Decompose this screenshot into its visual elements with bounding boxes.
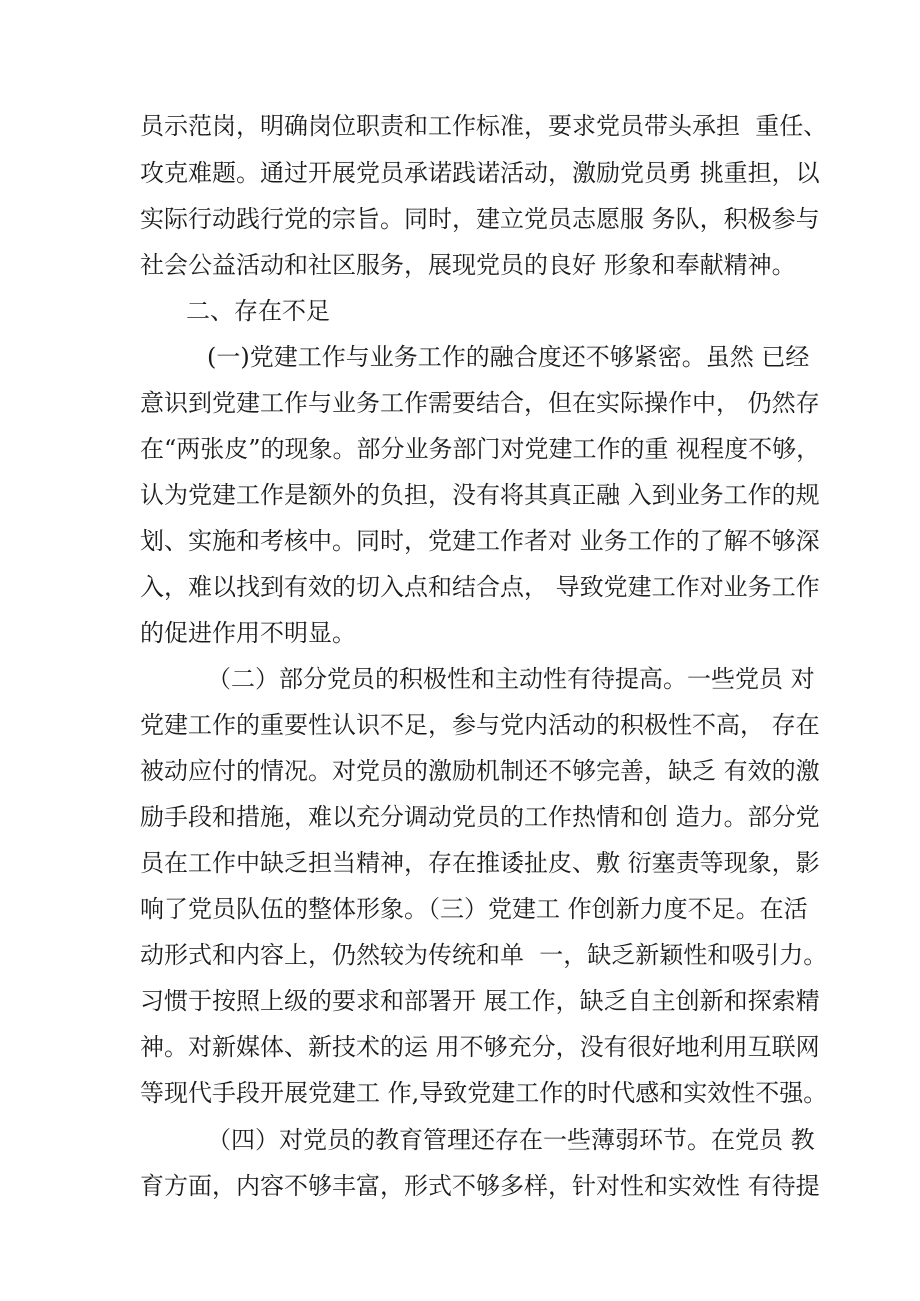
body-line: 员示范岗，明确岗位职责和工作标准，要求党员带头承担 重任、: [140, 112, 828, 140]
body-line: 神。对新媒体、新技术的运 用不够充分，没有很好地利用互联网: [140, 1033, 820, 1061]
paragraph-first-line: (一)党建工作与业务工作的融合度还不够紧密。虽然 已经: [207, 343, 810, 371]
body-line: 员在工作中缺乏担当精神，存在推诿扯皮、敷 衍塞责等现象，影: [140, 849, 820, 877]
section-heading: 二、存在不足: [186, 297, 330, 325]
body-line: 意识到党建工作与业务工作需要结合，但在实际操作中， 仍然存: [140, 389, 820, 417]
body-line: 划、实施和考核中。同时，党建工作者对 业务工作的了解不够深: [140, 527, 820, 555]
body-line: 的促进作用不明显。: [140, 619, 356, 647]
body-line: 动形式和内容上，仍然较为传统和单 一，缺乏新颖性和吸引力。: [140, 941, 828, 969]
paragraph-first-line: （四）对党员的教育管理还存在一些薄弱环节。在党员 教: [207, 1126, 815, 1154]
body-line: 励手段和措施，难以充分调动党员的工作热情和创 造力。部分党: [140, 803, 820, 831]
body-line: 在“两张皮”的现象。部分业务部门对党建工作的重 视程度不够，: [140, 435, 821, 463]
body-line: 习惯于按照上级的要求和部署开 展工作，缺乏自主创新和探索精: [140, 987, 820, 1015]
body-line: 育方面，内容不够丰富，形式不够多样，针对性和实效性 有待提: [140, 1172, 820, 1200]
body-line: 党建工作的重要性认识不足，参与党内活动的积极性不高， 存在: [140, 711, 820, 739]
body-line: 攻克难题。通过开展党员承诺践诺活动，激励党员勇 挑重担，以: [140, 159, 820, 187]
body-line: 认为党建工作是额外的负担，没有将其真正融 入到业务工作的规: [140, 481, 820, 509]
body-line: 入，难以找到有效的切入点和结合点， 导致党建工作对业务工作: [140, 573, 820, 601]
body-line: 响了党员队伍的整体形象。（三）党建工 作创新力度不足。在活: [140, 895, 808, 923]
body-line: 实际行动践行党的宗旨。同时，建立党员志愿服 务队，积极参与: [140, 205, 820, 233]
body-line: 被动应付的情况。对党员的激励机制还不够完善，缺乏 有效的激: [140, 757, 820, 785]
body-line: 等现代手段开展党建工 作,导致党建工作的时代感和实效性不强。: [140, 1079, 828, 1107]
body-line: 社会公益活动和社区服务，展现党员的良好 形象和奉献精神。: [140, 251, 796, 279]
paragraph-first-line: （二）部分党员的积极性和主动性有待提高。一些党员 对: [207, 665, 815, 693]
